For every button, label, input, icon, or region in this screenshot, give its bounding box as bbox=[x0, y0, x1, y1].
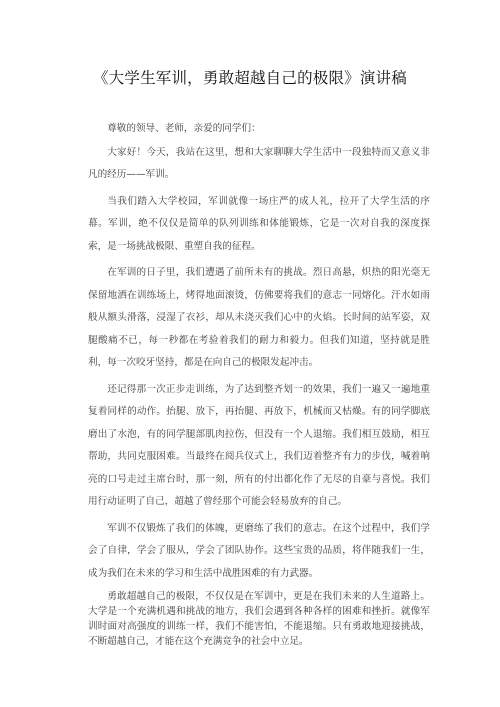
paragraph-greeting: 尊敬的领导、老师，亲爱的同学们： bbox=[107, 123, 261, 134]
paragraph-future: 勇敢超越自己的极限，不仅仅是在军训中，更是在我们未来的人生道路上。大学是一个充满机遇和挑战的地方，我们会遇到各种各样的困难和挫折。就像军训时面对高强度的训练一样，我们不能害怕，不能退缩。只有勇敢地迎接挑战，不断超越自己，才能在这个充满竞争的社会中立足。 bbox=[88, 591, 430, 647]
document-body bbox=[88, 118, 430, 649]
paragraph-opening: 大家好！今天，我站在这里，想和大家聊聊大学生活中一段独特而又意义非凡的经历——军训。 bbox=[88, 146, 430, 180]
paragraph-challenges: 在军训的日子里，我们遭遇了前所未有的挑战。烈日高悬，炽热的阳光毫无保留地洒在训练场上，烤得地面滚烫，仿佛要将我们的意志一同熔化。汗水如雨般从额头滑落，浸湿了衣衫，却从未浇灭我们心中的火焰。长时间的站军姿，双腿酸痛不已，每一秒都在考验着我们的耐力和毅力。但我们知道，坚持就是胜利，每一次咬牙坚持，都是在向自己的极限发起冲击。 bbox=[88, 267, 430, 368]
paragraph-introduction: 当我们踏入大学校园，军训就像一场庄严的成人礼，拉开了大学生活的序幕。军训，绝不仅仅是简单的队列训练和体能锻炼，它是一次对自我的深度探索，是一场挑战极限、重塑自我的征程。 bbox=[88, 195, 430, 252]
document-title: 《大学生军训，勇敢超越自己的极限》演讲稿 bbox=[92, 69, 407, 87]
paragraph-march-training: 还记得那一次正步走训练，为了达到整齐划一的效果，我们一遍又一遍地重复着同样的动作。抬腿、放下，再抬腿、再放下，机械而又枯燥。有的同学脚底磨出了水泡，有的同学腿部肌肉拉伤，但没有一个人退缩。我们相互鼓励，相互帮助，共同克服困难。当最终在阅兵仪式上，我们迈着整齐有力的步伐，喊着响亮的口号走过主席台时，那一刻，所有的付出都化作了无尽的自豪与喜悦。我们用行动证明了自己，超越了曾经那个可能会轻易放弃的自己。 bbox=[88, 383, 430, 507]
paragraph-will: 军训不仅锻炼了我们的体魄，更磨练了我们的意志。在这个过程中，我们学会了自律，学会了服从，学会了团队协作。这些宝贵的品质，将伴随我们一生，成为我们在未来的学习和生活中战胜困难的有力武器。 bbox=[88, 522, 430, 579]
